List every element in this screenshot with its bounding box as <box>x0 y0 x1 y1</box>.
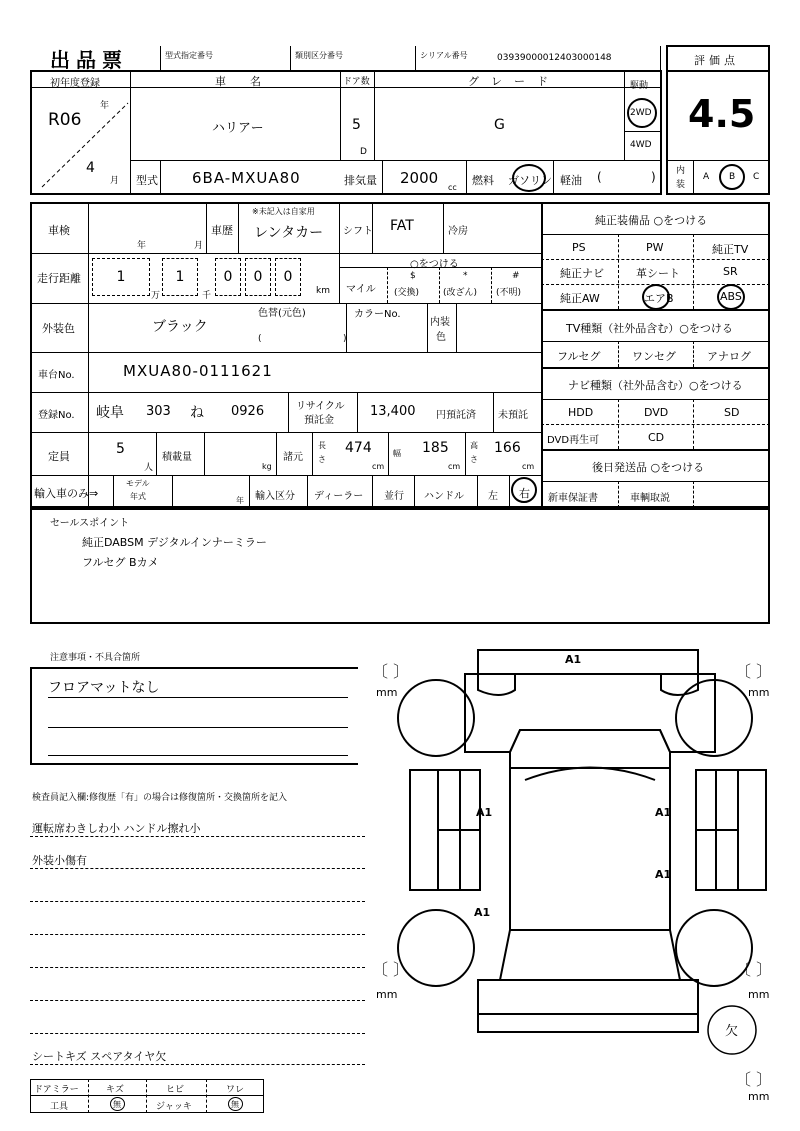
model-year-unit: 年 <box>236 496 244 505</box>
height-unit: cm <box>522 462 535 471</box>
model-vline <box>160 160 161 195</box>
page-title: 出品票 <box>50 48 128 72</box>
shift-label: シフト <box>343 226 373 237</box>
int-color-label-1: 内装 <box>430 317 450 328</box>
notes-rule-1 <box>48 697 348 698</box>
tv-analog: アナログ <box>707 350 751 363</box>
mile-vline-3 <box>439 267 440 303</box>
history-vline-1 <box>206 202 207 253</box>
unknown-label: (不明) <box>496 288 522 298</box>
type-cert-label: 型式指定番号 <box>165 51 213 60</box>
eq-vline-6 <box>693 399 694 449</box>
displacement-value: 2000 <box>400 169 439 187</box>
class-label: 類別区分番号 <box>295 51 343 60</box>
header-divider-2 <box>290 46 291 70</box>
mark-left-front: A1 <box>476 806 493 819</box>
bt-crack: ヒビ <box>166 1085 185 1095</box>
fuel-vline <box>466 160 467 195</box>
ac-label: 冷房 <box>448 226 468 237</box>
capacity-label: 定員 <box>48 450 70 463</box>
light-oil-paren-open: ( <box>597 170 602 184</box>
dollar-label: $ <box>410 271 416 281</box>
repaint-label: 色替(元色) <box>258 308 306 319</box>
tire-bracket-fl: 〔 〕 <box>372 662 410 681</box>
first-reg-year-unit: 年 <box>100 101 110 111</box>
mile-vline <box>339 253 340 303</box>
equip-tv: 純正TV <box>712 243 749 256</box>
import-vline-1 <box>113 475 114 508</box>
tire-bracket-spare: 〔 〕 <box>735 1070 773 1089</box>
tire-bracket-fr: 〔 〕 <box>735 662 773 681</box>
abs-circle <box>717 284 745 310</box>
load-label: 積載量 <box>162 452 192 463</box>
recycle-value: 13,400 <box>370 404 416 419</box>
altered-label: (改ざん) <box>443 288 478 298</box>
import-type-label: 輸入区分 <box>255 491 295 502</box>
length-label-2: さ <box>318 455 326 464</box>
mile-label: マイル <box>346 284 376 295</box>
eq-vline-5 <box>618 399 619 449</box>
b2-line-4 <box>30 392 541 393</box>
length-unit: cm <box>372 462 385 471</box>
displacement-vline <box>382 160 383 195</box>
inspection-month-unit: 月 <box>194 241 204 251</box>
mm-rr: mm <box>748 988 770 1001</box>
repaint-paren-close: ) <box>343 334 347 344</box>
eq-vline-7 <box>618 481 619 508</box>
repaint-paren-open: ( <box>258 334 262 344</box>
reg-kana: ね <box>190 405 204 421</box>
light-oil-paren-close: ) <box>651 170 656 184</box>
interior-label-2: 装 <box>676 180 686 190</box>
equip-navi: 純正ナビ <box>560 267 604 280</box>
height-value: 166 <box>494 440 521 456</box>
notes-rule-11 <box>30 1064 365 1065</box>
model-label: 型式 <box>136 174 158 187</box>
load-vline-1 <box>156 432 157 475</box>
notes-rule-2 <box>48 727 348 728</box>
light-oil-label: 軽油 <box>560 174 582 187</box>
first-reg-slash <box>30 87 130 195</box>
history-note: ※未記入は自家用 <box>252 207 315 216</box>
score-value: 4.5 <box>688 92 756 136</box>
header-divider-3 <box>415 46 416 70</box>
reg-area: 岐阜 <box>96 405 124 421</box>
right-label: 右 <box>519 487 530 500</box>
length-label-1: 長 <box>318 441 326 450</box>
interior-label-1: 内 <box>676 166 686 176</box>
first-reg-month: 4 <box>86 160 95 176</box>
chassis-label: 車台No. <box>38 370 75 381</box>
eq-line-5 <box>541 341 770 342</box>
ac-vline <box>443 202 444 253</box>
left-label: 左 <box>488 491 498 502</box>
mark-right-rear: A1 <box>655 868 672 881</box>
drive-4wd: 4WD <box>630 140 652 150</box>
notes-line-2: 運転席わきしわ小 ハンドル擦れ小 <box>32 822 201 835</box>
mile-vline-2 <box>387 267 388 303</box>
capacity-unit: 人 <box>144 463 154 473</box>
bt-mirror: ドアミラー <box>34 1085 79 1095</box>
mileage-digit-1: 1 <box>92 258 150 296</box>
mark-right-front: A1 <box>655 806 672 819</box>
notes-rule-4 <box>30 836 365 837</box>
bt-v2 <box>146 1079 147 1113</box>
car-diagram <box>370 630 780 1130</box>
eq-line-10 <box>541 481 770 482</box>
width-vline <box>388 432 389 475</box>
equip-leather: 革シート <box>636 267 680 280</box>
tv-full: フルセグ <box>557 350 601 363</box>
eq-line-1 <box>541 234 770 235</box>
first-reg-month-unit: 月 <box>110 176 120 186</box>
name-label: 車名 <box>215 75 285 88</box>
recycle-vline-1 <box>288 392 289 432</box>
history-label: 車歴 <box>211 224 233 237</box>
height-vline <box>465 432 466 475</box>
model-year-label-1: モデル <box>126 479 150 488</box>
eq-vline-1 <box>618 234 619 309</box>
tire-bracket-rr: 〔 〕 <box>735 960 773 979</box>
mileage-digit-3: 0 <box>215 258 241 296</box>
notes-rule-7 <box>30 934 365 935</box>
load-unit: kg <box>262 462 272 471</box>
inspection-year-unit: 年 <box>137 241 147 251</box>
eq-vline-2 <box>693 234 694 309</box>
doors-label: ドア数 <box>343 77 370 87</box>
block2-split <box>541 202 543 508</box>
navi-title: ナビ種類（社外品含む）○をつける <box>568 379 743 392</box>
drive-2wd-circle <box>627 98 657 128</box>
width-unit: cm <box>448 462 461 471</box>
first-reg-vline <box>130 70 131 195</box>
notes-line-4: シートキズ スペアタイヤ欠 <box>32 1050 167 1063</box>
equip-aw: 純正AW <box>560 292 600 305</box>
grade-label: グレード <box>468 75 560 88</box>
notes-label: 注意事項・不具合箇所 <box>50 653 141 663</box>
import-vline-4 <box>307 475 308 508</box>
first-reg-label: 初年度登録 <box>50 78 100 89</box>
score-interior-divider <box>666 160 770 161</box>
doors-suffix: D <box>360 147 367 157</box>
chassis-value: MXUA80-0111621 <box>123 362 273 380</box>
import-vline-7 <box>477 475 478 508</box>
header-divider-4 <box>660 46 661 70</box>
mm-rl: mm <box>376 988 398 1001</box>
airbag-circle <box>642 284 670 310</box>
bt-jack-none: 無 <box>231 1100 239 1109</box>
mile-header-line <box>339 267 541 268</box>
notes-rule-5 <box>30 868 365 869</box>
mileage-digit-4: 0 <box>245 258 271 296</box>
model-value: 6BA-MXUA80 <box>192 169 301 187</box>
notes-line-3: 外装小傷有 <box>32 854 87 867</box>
mileage-sen-unit: 千 <box>202 291 212 301</box>
width-value: 185 <box>422 440 449 456</box>
equip-pw: PW <box>646 241 664 254</box>
eq-vline-4 <box>693 341 694 367</box>
notes-line-1: フロアマットなし <box>48 680 160 696</box>
grade-value: G <box>494 117 505 133</box>
header-divider-1 <box>160 46 161 70</box>
recycle-vline-3 <box>493 392 494 432</box>
bt-jack-circle <box>228 1097 243 1111</box>
dealer-label: ディーラー <box>314 491 364 502</box>
interior-c: C <box>753 172 760 182</box>
bt-tools: 工具 <box>50 1102 69 1112</box>
recycle-pending: 未預託 <box>498 410 528 421</box>
fuel-value: ガソリン <box>508 174 552 187</box>
light-oil-vline <box>553 160 554 195</box>
capacity-value: 5 <box>116 441 125 457</box>
int-color-vline <box>427 303 428 352</box>
mileage-label: 走行距離 <box>37 272 81 285</box>
star-label: * <box>463 271 468 281</box>
recycle-vline-2 <box>357 392 358 432</box>
bt-v1 <box>88 1079 89 1113</box>
exchanged-label: (交換) <box>394 288 420 298</box>
mileage-digit-5: 0 <box>275 258 301 296</box>
bt-tools-circle <box>110 1097 125 1111</box>
drive-2wd: 2WD <box>630 108 652 118</box>
import-vline-6 <box>414 475 415 508</box>
b2-label-col <box>88 202 89 508</box>
import-vline-5 <box>372 475 373 508</box>
mm-spare: mm <box>748 1090 770 1103</box>
b2-line-6 <box>30 475 541 476</box>
shift-vline-2 <box>372 202 373 253</box>
mark-front: A1 <box>565 653 582 666</box>
serial-label: シリアル番号 <box>420 51 468 60</box>
eq-line-6 <box>541 367 770 369</box>
mileage-digit-2: 1 <box>162 258 198 296</box>
mile-vline-4 <box>491 267 492 303</box>
cd-label: CD <box>648 431 665 444</box>
model-year-label-2: 年式 <box>130 492 146 501</box>
inspector-label: 検査員記入欄:修復歴「有」の場合は修復箇所・交換箇所を記入 <box>32 793 288 803</box>
bt-tools-none: 無 <box>113 1100 121 1109</box>
mm-fr: mm <box>748 686 770 699</box>
serial-value: 03939000012403000148 <box>497 53 612 63</box>
recycle-label-2: 預託金 <box>304 415 334 426</box>
interior-b: B <box>729 172 736 182</box>
eq-vline-3 <box>618 341 619 367</box>
displacement-unit: cc <box>448 183 457 192</box>
reg-class: 303 <box>146 404 171 419</box>
height-label-1: 高 <box>470 441 478 450</box>
recycle-status: 円預託済 <box>436 410 476 421</box>
height-label-2: さ <box>470 455 478 464</box>
tv-title: TV種類（社外品含む）○をつける <box>566 322 733 335</box>
dims-vline-2 <box>312 432 313 475</box>
navi-hdd: HDD <box>568 406 594 419</box>
eq-line-2 <box>541 259 770 260</box>
fuel-circle <box>512 164 546 192</box>
name-value: ハリアー <box>212 121 264 136</box>
doors-value: 5 <box>352 117 361 133</box>
spare-mark: 欠 <box>725 1024 739 1039</box>
notes-rule-8 <box>30 967 365 968</box>
dims-label: 諸元 <box>283 452 303 463</box>
mark-left-rear: A1 <box>474 906 491 919</box>
reg-number: 0926 <box>231 404 265 419</box>
score-label: 評価点 <box>694 54 739 67</box>
navi-sd: SD <box>724 406 740 419</box>
import-vline-8 <box>509 475 510 508</box>
mileage-km-unit: km <box>316 286 330 296</box>
bt-v3 <box>206 1079 207 1113</box>
history-vline-2 <box>238 202 239 253</box>
b2-line-3 <box>30 352 541 353</box>
import-label: 輸入車のみ⇒ <box>34 487 99 500</box>
color-no-vline <box>346 303 347 352</box>
eq-line-4 <box>541 309 770 311</box>
notes-rule-10 <box>30 1033 365 1034</box>
mm-fl: mm <box>376 686 398 699</box>
bt-break: ワレ <box>226 1085 245 1095</box>
fuel-label: 燃料 <box>472 174 494 187</box>
reg-no-label: 登録No. <box>38 410 75 421</box>
color-no-label: カラーNo. <box>354 309 401 320</box>
bt-hline <box>30 1095 264 1096</box>
later-title: 後日発送品 ○をつける <box>592 461 705 474</box>
length-value: 474 <box>345 440 372 456</box>
drive-vline <box>624 70 625 160</box>
equip-airbag: エアB <box>644 292 674 305</box>
shift-value: FAT <box>390 218 414 234</box>
notes-rule-9 <box>30 1000 365 1001</box>
exterior-label: 外装色 <box>42 322 75 335</box>
row1-model-line <box>130 160 662 161</box>
right-circle <box>511 477 537 503</box>
equip-sr: SR <box>723 265 738 278</box>
interior-a: A <box>703 172 710 182</box>
hash-label: # <box>512 271 520 281</box>
doors-vline <box>374 70 375 160</box>
drive-mid-line <box>624 131 662 132</box>
inspection-label: 車検 <box>48 224 70 237</box>
interior-b-circle <box>719 164 745 190</box>
int-color-vline-2 <box>456 303 457 352</box>
notes-rule-6 <box>30 901 365 902</box>
equip-abs: ABS <box>720 290 742 303</box>
mark-label: ○をつける <box>410 259 459 270</box>
eq-vline-8 <box>693 481 694 508</box>
history-value: レンタカー <box>254 225 324 241</box>
parallel-label: 並行 <box>384 491 404 502</box>
name-vline <box>340 70 341 160</box>
recycle-label-1: リサイクル <box>296 401 345 412</box>
dvd-play: DVD再生可 <box>547 435 600 446</box>
dims-vline <box>276 432 277 475</box>
shift-vline-1 <box>339 202 340 253</box>
int-color-label-2: 色 <box>436 332 446 343</box>
import-vline-3 <box>249 475 250 508</box>
handle-label: ハンドル <box>424 491 464 502</box>
drive-label: 駆動 <box>630 81 649 91</box>
notes-rule-3 <box>48 755 348 756</box>
mileage-man-unit: 万 <box>151 291 161 301</box>
warranty: 新車保証書 <box>548 493 598 504</box>
navi-dvd: DVD <box>644 406 669 419</box>
eq-line-7 <box>541 399 770 400</box>
equip-title: 純正装備品 ○をつける <box>595 214 708 227</box>
sales-line-2: フルセグ Bカメ <box>82 556 159 569</box>
sales-label: セールスポイント <box>50 518 130 529</box>
b2-line-1 <box>30 253 541 254</box>
manual: 車輌取説 <box>630 493 670 504</box>
first-reg-year: R06 <box>48 110 82 130</box>
import-vline-2 <box>172 475 173 508</box>
bt-scratch: キズ <box>106 1085 124 1095</box>
bt-jack: ジャッキ <box>156 1102 192 1112</box>
exterior-value: ブラック <box>152 319 208 335</box>
tv-one: ワンセグ <box>632 350 676 363</box>
eq-line-8 <box>541 424 770 425</box>
score-divider <box>666 70 770 72</box>
displacement-label: 排気量 <box>344 174 377 187</box>
load-vline-2 <box>204 432 205 475</box>
tire-bracket-rl: 〔 〕 <box>372 960 410 979</box>
notes-box-top <box>30 667 358 669</box>
sales-line-1: 純正DABSM デジタルインナーミラー <box>82 536 267 549</box>
width-label: 幅 <box>393 449 401 458</box>
equip-ps: PS <box>572 241 586 254</box>
interior-vline <box>693 160 694 195</box>
eq-line-9 <box>541 449 770 451</box>
